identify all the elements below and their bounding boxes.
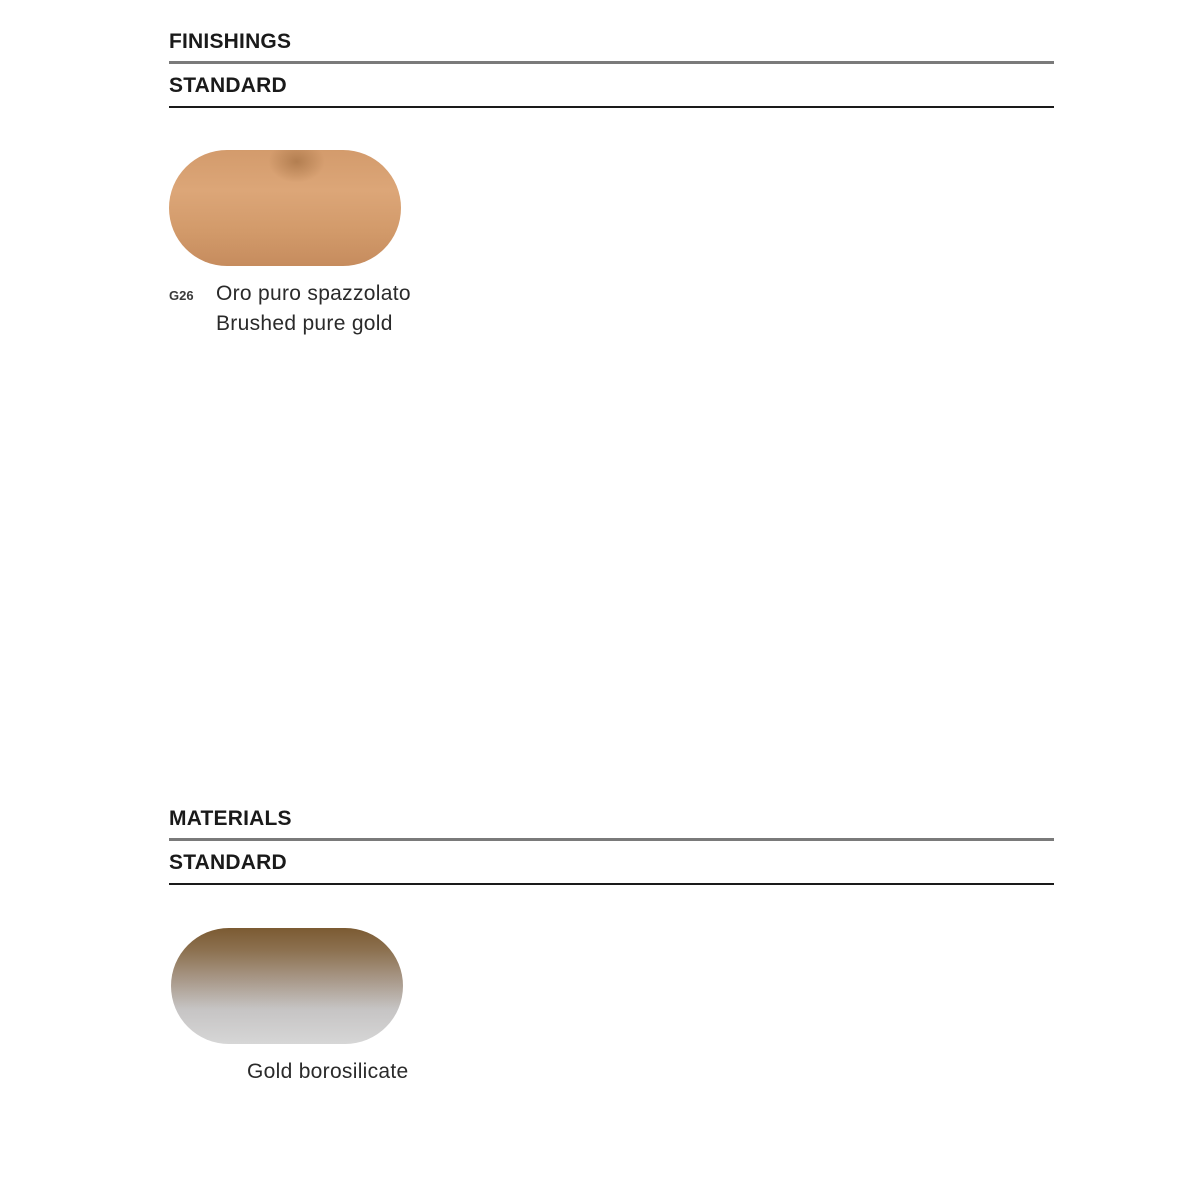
material-name: Gold borosilicate: [247, 1060, 409, 1083]
materials-heading: MATERIALS: [169, 801, 1054, 841]
finish-code: G26: [169, 288, 194, 303]
finish-name-english: Brushed pure gold: [216, 312, 393, 335]
materials-standard-subheading: STANDARD: [169, 841, 1054, 885]
finish-caption: [216, 279, 411, 339]
materials-section: [169, 801, 1054, 1083]
brushed-pure-gold-swatch: [169, 150, 401, 266]
finishings-heading: FINISHINGS: [169, 24, 1054, 64]
gold-borosilicate-swatch: [171, 928, 403, 1044]
finishings-standard-subheading: STANDARD: [169, 64, 1054, 108]
finishings-section: [169, 24, 1054, 335]
finish-name-italian: Oro puro spazzolato: [216, 282, 411, 305]
